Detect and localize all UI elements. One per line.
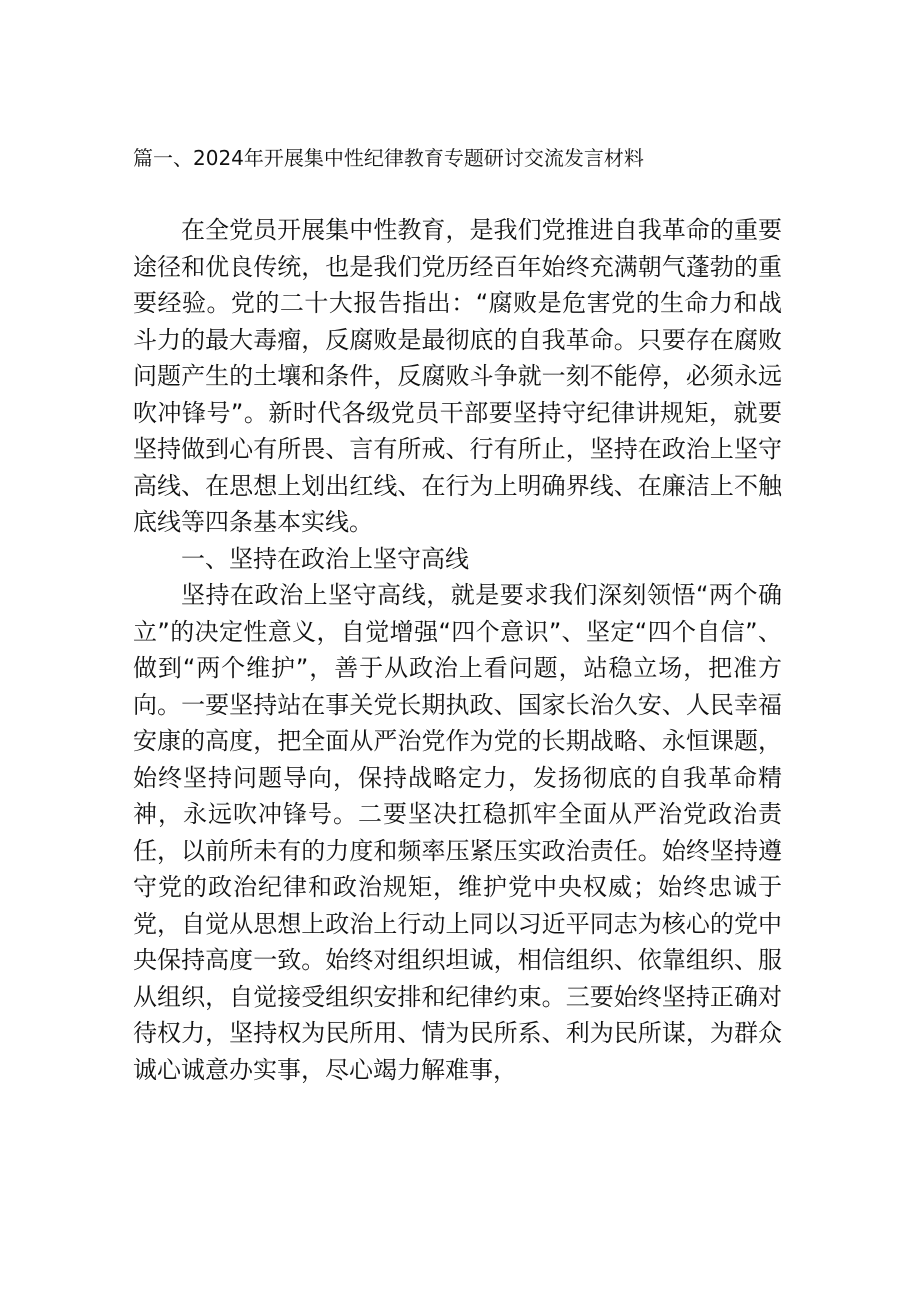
paragraph-intro: 在全党员开展集中性教育，是我们党推进自我革命的重要途径和优良传统，也是我们党历经百年始终充满朝气蓬勃的重要经验。党的二十大报告指出：“腐败是危害党的生命力和战斗力的最大毒瘤，反腐败是最彻底的自我革命。只要存在腐败问题产生的土壤和条件，反腐败斗争就一刻不能停，必须永远吹冲锋号”。新时代各级党员干部要坚持守纪律讲规矩，就要坚持做到心有所畏、言有所戒、行有所止，坚持在政治上坚守高线、在思想上划出红线、在行为上明确界线、在廉洁上不触底线等四条基本实线。 [133, 216, 782, 536]
section-heading-1: 一、坚持在政治上坚守高线 [181, 544, 469, 573]
paragraph-section-1: 坚持在政治上坚守高线，就是要求我们深刻领悟“两个确立”的决定性意义，自觉增强“四个意识”、坚定“四个自信”、做到“两个维护”，善于从政治上看问题，站稳立场，把准方向。一要坚持站在事关党长期执政、国家长治久安、人民幸福安康的高度，把全面从严治党作为党的长期战略、永恒课题，始终坚持问题导向，保持战略定力，发扬彻底的自我革命精神，永远吹冲锋号。二要坚决扛稳抓牢全面从严治党政治责任，以前所未有的力度和频率压紧压实政治责任。始终坚持遵守党的政治纪律和政治规矩，维护党中央权威；始终忠诚于党，自觉从思想上政治上行动上同以习近平同志为核心的党中央保持高度一致。始终对组织坦诚，相信组织、依靠组织、服从组织，自觉接受组织安排和纪律约束。三要始终坚持正确对待权力，坚持权为民所用、情为民所系、利为民所谋，为群众诚心诚意办实事，尽心竭力解难事， [133, 581, 782, 1084]
document-title: 篇一、2024年开展集中性纪律教育专题研讨交流发言材料 [133, 146, 644, 170]
document-body [133, 212, 782, 1088]
